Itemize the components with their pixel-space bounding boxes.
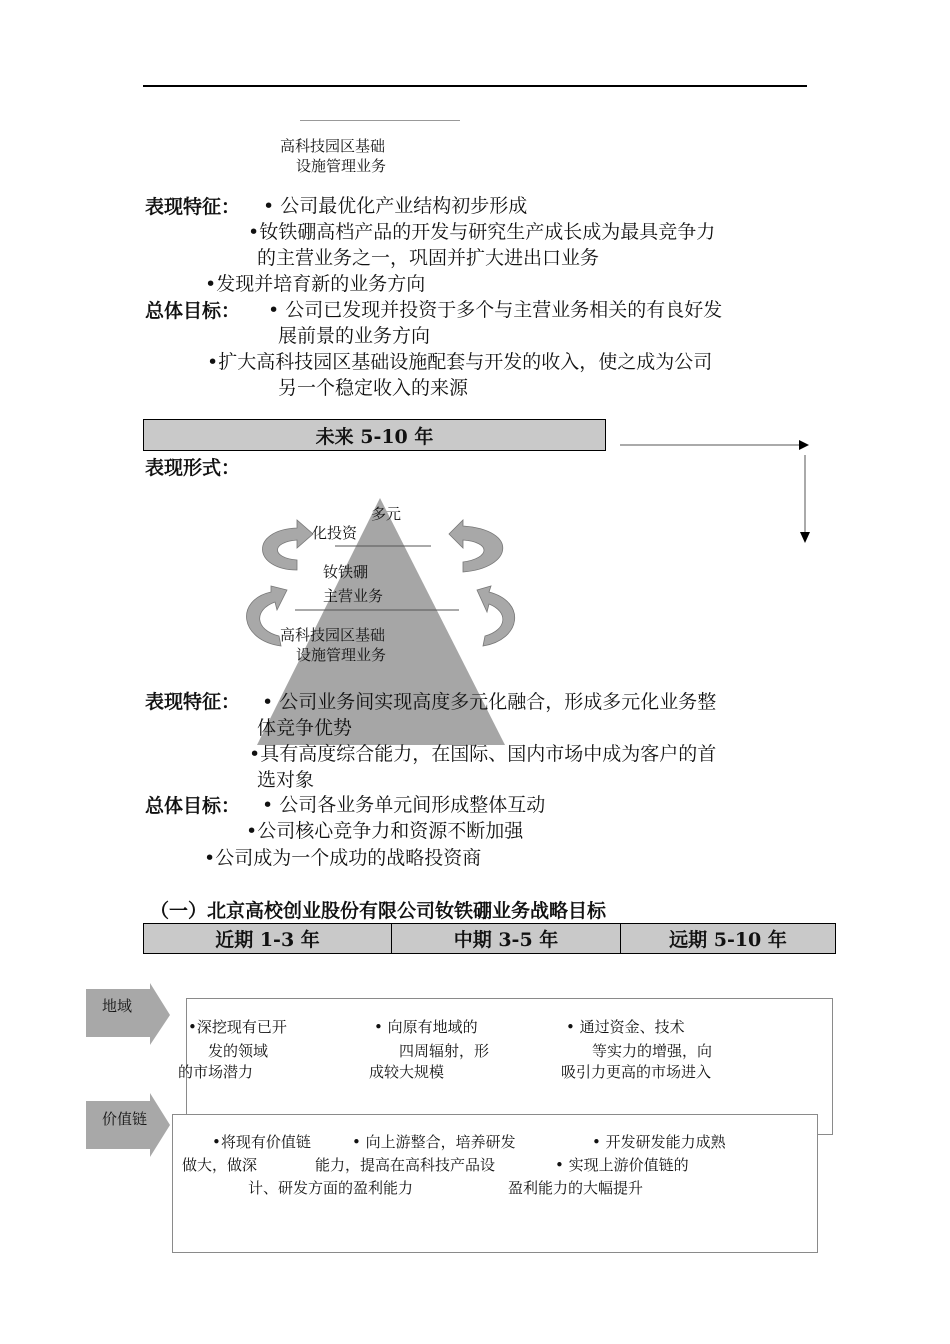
- stage1-feature-2: •钕铁硼高档产品的开发与研究生产成长成为最具竞争力: [248, 221, 716, 243]
- chain-far-line3: 盈利能力的大幅提升: [508, 1179, 644, 1197]
- region-near-line3: 的市场潜力: [178, 1063, 254, 1081]
- cycle-arrow-right-top: [449, 520, 503, 572]
- stage2-feature-1b: 体竞争优势: [257, 717, 353, 739]
- region-mid-line3: 成较大规模: [369, 1063, 445, 1081]
- stage2-features-label: 表现特征：: [145, 691, 241, 713]
- stage1-feature-2b: 的主营业务之一，巩固并扩大进出口业务: [257, 247, 600, 269]
- cycle-arrow-left-top: [262, 520, 313, 570]
- chain-mid-line3: 计、研发方面的盈利能力: [248, 1179, 414, 1197]
- stage1-goal-2b: 另一个稳定收入的来源: [278, 377, 469, 399]
- stage2-goal-1: • 公司各业务单元间形成整体互动: [262, 794, 546, 816]
- period-header-bar: [143, 923, 836, 954]
- stage2-form-label: 表现形式：: [145, 457, 241, 479]
- period-mid: 中期 3-5 年: [392, 924, 621, 953]
- chain-mid-line2: 能力，提高在高科技产品设: [315, 1156, 496, 1174]
- region-far-line2: 等实力的增强，向: [592, 1042, 713, 1060]
- chain-near-line2: 做大，做深: [182, 1156, 258, 1174]
- region-mid-line1: • 向原有地域的: [374, 1018, 478, 1036]
- pyramid-top-line2: 化投资: [312, 524, 358, 542]
- stage1-goals-label: 总体目标：: [145, 300, 241, 322]
- region-far-line1: • 通过资金、技术: [566, 1018, 685, 1036]
- header-rule: [143, 85, 807, 87]
- stage1-feature-1: • 公司最优化产业结构初步形成: [263, 195, 528, 217]
- region-near-line2: 发的领域: [208, 1042, 269, 1060]
- cycle-arrow-right-bottom: [477, 586, 515, 646]
- pyramid-middle-line2: 主营业务: [323, 587, 384, 605]
- top-pyramid-base-line2: 设施管理业务: [296, 157, 387, 175]
- pyramid-base-line2: 设施管理业务: [296, 646, 387, 664]
- stage1-features-label: 表现特征：: [145, 196, 241, 218]
- pyramid-top-line1: 多元: [371, 505, 402, 523]
- section-title: （一）北京高校创业股份有限公司钕铁硼业务战略目标: [150, 900, 607, 922]
- pyramid-middle-line1: 钕铁硼: [323, 563, 369, 581]
- row-label-value-chain: 价值链: [102, 1110, 148, 1128]
- stage2-goal-2: •公司核心竞争力和资源不断加强: [246, 820, 524, 842]
- stage2-title: 未来 5-10 年: [315, 425, 434, 448]
- region-near-line1: •深挖现有已开: [188, 1018, 287, 1036]
- period-far: 远期 5-10 年: [669, 929, 787, 951]
- stage2-goals-label: 总体目标：: [145, 795, 241, 817]
- chain-near-line1: •将现有价值链: [212, 1133, 311, 1151]
- stage2-feature-2: •具有高度综合能力，在国际、国内市场中成为客户的首: [249, 743, 717, 765]
- stage1-goal-1b: 展前景的业务方向: [278, 325, 431, 347]
- pyramid-base-line1: 高科技园区基础: [280, 626, 386, 644]
- pyramid-fragment-line: [300, 120, 460, 121]
- chain-far-line1: • 开发研发能力成熟: [592, 1133, 726, 1151]
- stage-connector-arrow: [615, 435, 815, 550]
- top-pyramid-base-line1: 高科技园区基础: [280, 137, 386, 155]
- stage2-title-bar: [143, 419, 606, 451]
- region-mid-line2: 四周辐射，形: [399, 1042, 490, 1060]
- row-label-region: 地域: [102, 997, 133, 1015]
- stage2-feature-1: • 公司业务间实现高度多元化融合，形成多元化业务整: [262, 691, 717, 713]
- stage1-goal-2: •扩大高科技园区基础设施配套与开发的收入，使之成为公司: [207, 351, 713, 373]
- period-near: 近期 1-3 年: [144, 924, 392, 953]
- stage2-goal-3: •公司成为一个成功的战略投资商: [204, 847, 482, 869]
- stage1-feature-3: •发现并培育新的业务方向: [205, 273, 426, 295]
- region-far-line3: 吸引力更高的市场进入: [561, 1063, 712, 1081]
- chain-far-line2: • 实现上游价值链的: [555, 1156, 689, 1174]
- stage2-feature-2b: 选对象: [257, 769, 315, 791]
- stage1-goal-1: • 公司已发现并投资于多个与主营业务相关的有良好发: [268, 299, 723, 321]
- chain-mid-line1: • 向上游整合，培养研发: [352, 1133, 516, 1151]
